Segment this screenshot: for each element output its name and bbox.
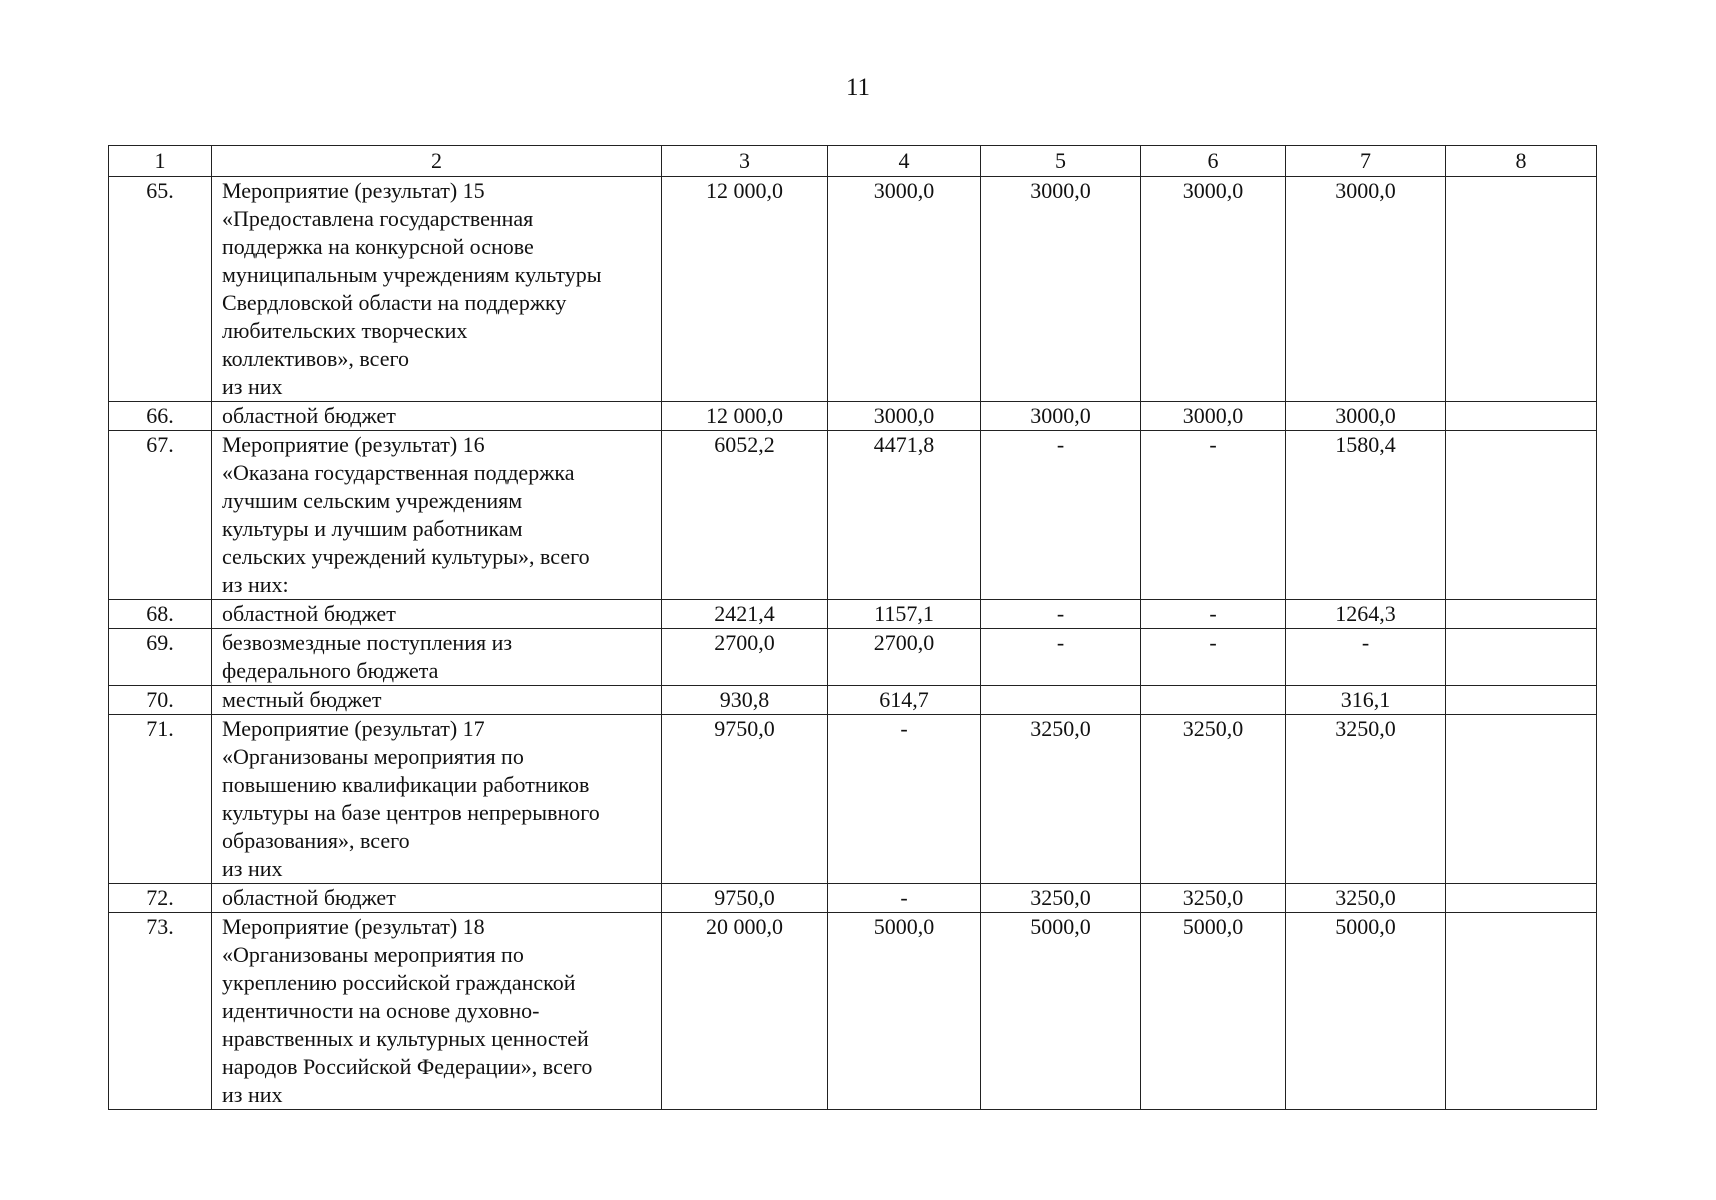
table-row [109,884,1597,913]
table-row [109,686,1597,715]
column-header: 3 [662,146,828,177]
col-4-value: 614,7 [828,686,981,715]
row-number: 72. [109,884,212,913]
table-row [109,715,1597,884]
col-6-value [1141,686,1286,715]
col-8-value [1446,884,1597,913]
row-description: Мероприятие (результат) 15 «Предоставлена государственная поддержка на конкурсной основе муниципальным учреждениям культуры Свердловской области на поддержку любительских творческих коллективов», всего из них [212,177,662,402]
column-header: 4 [828,146,981,177]
row-description: областной бюджет [212,600,662,629]
col-4-value: 1157,1 [828,600,981,629]
col-8-value [1446,402,1597,431]
col-4-value: - [828,715,981,884]
col-5-value: 3000,0 [981,402,1141,431]
col-7-value: 5000,0 [1286,913,1446,1110]
col-3-value: 9750,0 [662,884,828,913]
col-3-value: 20 000,0 [662,913,828,1110]
col-6-value: 3000,0 [1141,177,1286,402]
page-number: 11 [845,74,871,101]
col-4-value: 4471,8 [828,431,981,600]
table-row [109,913,1597,1110]
col-6-value: - [1141,431,1286,600]
col-8-value [1446,177,1597,402]
col-4-value: - [828,884,981,913]
row-number: 66. [109,402,212,431]
col-3-value: 2700,0 [662,629,828,686]
col-8-value [1446,431,1597,600]
col-6-value: - [1141,600,1286,629]
col-5-value: - [981,431,1141,600]
col-7-value: 3250,0 [1286,715,1446,884]
col-7-value: 3000,0 [1286,402,1446,431]
col-4-value: 3000,0 [828,402,981,431]
col-5-value: 5000,0 [981,913,1141,1110]
col-3-value: 9750,0 [662,715,828,884]
row-description: местный бюджет [212,686,662,715]
col-6-value: - [1141,629,1286,686]
col-8-value [1446,629,1597,686]
col-3-value: 12 000,0 [662,177,828,402]
table-row [109,431,1597,600]
row-description: областной бюджет [212,884,662,913]
col-8-value [1446,600,1597,629]
col-5-value: 3250,0 [981,884,1141,913]
col-5-value: 3250,0 [981,715,1141,884]
row-number: 69. [109,629,212,686]
col-5-value: - [981,600,1141,629]
column-header: 6 [1141,146,1286,177]
col-8-value [1446,715,1597,884]
col-7-value: 3000,0 [1286,177,1446,402]
col-7-value: 316,1 [1286,686,1446,715]
row-description: безвозмездные поступления из федерального бюджета [212,629,662,686]
col-7-value: 3250,0 [1286,884,1446,913]
col-3-value: 12 000,0 [662,402,828,431]
row-number: 65. [109,177,212,402]
header-row [109,146,1597,177]
col-7-value: - [1286,629,1446,686]
col-3-value: 2421,4 [662,600,828,629]
row-number: 73. [109,913,212,1110]
row-number: 70. [109,686,212,715]
row-description: Мероприятие (результат) 18 «Организованы мероприятия по укреплению российской гражданской идентичности на основе духовно- нравственных и культурных ценностей народов Российской Федерации», всего из них [212,913,662,1110]
col-5-value [981,686,1141,715]
col-3-value: 6052,2 [662,431,828,600]
col-8-value [1446,913,1597,1110]
row-number: 71. [109,715,212,884]
table-row [109,629,1597,686]
table-row [109,177,1597,402]
row-description: Мероприятие (результат) 16 «Оказана государственная поддержка лучшим сельским учреждениям культуры и лучшим работникам сельских учреждений культуры», всего из них: [212,431,662,600]
row-description: Мероприятие (результат) 17 «Организованы мероприятия по повышению квалификации работников культуры на базе центров непрерывного образования», всего из них [212,715,662,884]
row-description: областной бюджет [212,402,662,431]
column-header: 5 [981,146,1141,177]
col-7-value: 1264,3 [1286,600,1446,629]
col-6-value: 3000,0 [1141,402,1286,431]
budget-table [108,145,1597,1110]
table-row [109,600,1597,629]
col-6-value: 5000,0 [1141,913,1286,1110]
col-4-value: 2700,0 [828,629,981,686]
col-3-value: 930,8 [662,686,828,715]
col-4-value: 3000,0 [828,177,981,402]
col-5-value: 3000,0 [981,177,1141,402]
col-5-value: - [981,629,1141,686]
column-header: 7 [1286,146,1446,177]
table-row [109,402,1597,431]
row-number: 68. [109,600,212,629]
row-number: 67. [109,431,212,600]
col-6-value: 3250,0 [1141,884,1286,913]
column-header: 1 [109,146,212,177]
column-header: 2 [212,146,662,177]
column-header: 8 [1446,146,1597,177]
col-4-value: 5000,0 [828,913,981,1110]
col-6-value: 3250,0 [1141,715,1286,884]
col-8-value [1446,686,1597,715]
col-7-value: 1580,4 [1286,431,1446,600]
